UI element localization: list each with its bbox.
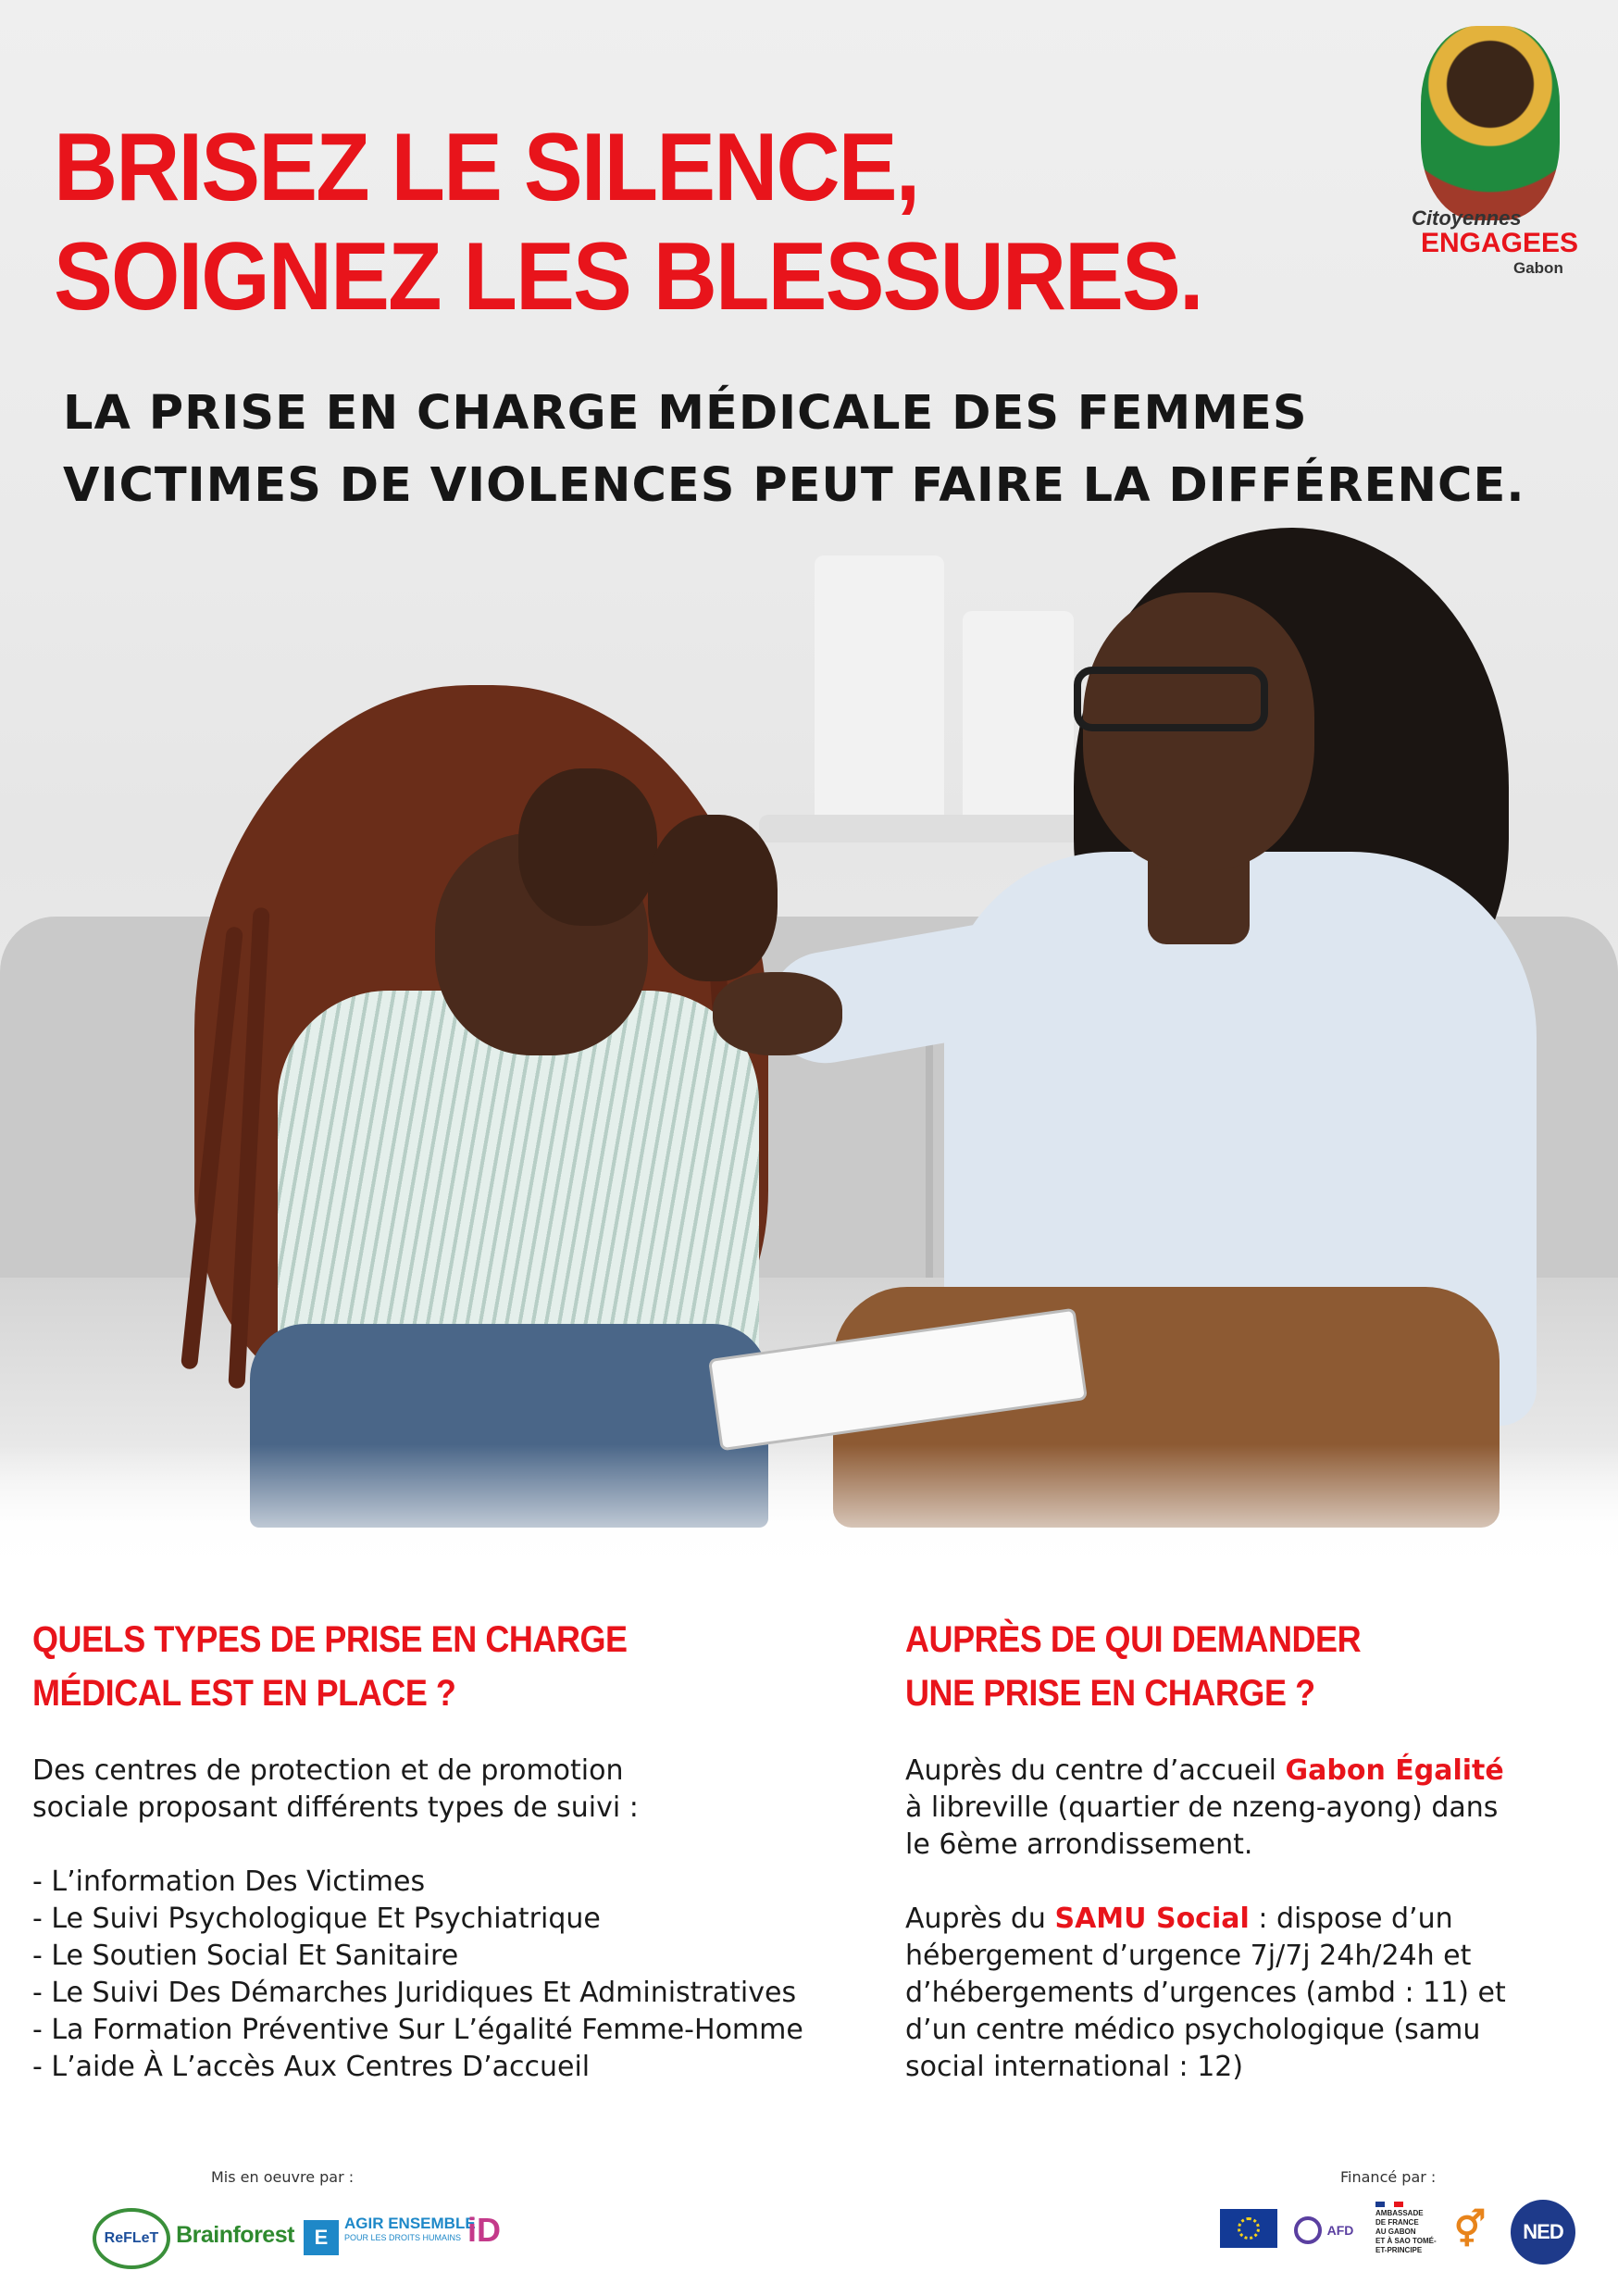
logo-text: ET-PRINCIPE <box>1375 2246 1423 2254</box>
brainforest-logo <box>170 2215 300 2255</box>
logo-text: POUR LES DROITS HUMAINS <box>344 2233 462 2242</box>
logo-text: ET À SAO TOMÉ- <box>1375 2237 1437 2245</box>
background-vase <box>963 611 1074 833</box>
list-item: - Le Soutien Social Et Sanitaire <box>32 1940 459 1972</box>
agir-ensemble-logo <box>344 2215 474 2242</box>
left-section-title <box>32 1613 628 1720</box>
logo-text: AU GABON <box>1375 2227 1416 2236</box>
left-section-body <box>32 1753 865 2086</box>
right-section-title <box>905 1613 1361 1720</box>
hand-on-head <box>648 815 778 981</box>
title-line: AUPRÈS DE QUI DEMANDER <box>905 1619 1362 1660</box>
paragraph-line: d’un centre médico psychologique (samu <box>905 2014 1481 2046</box>
agir-ensemble-icon: E <box>304 2220 339 2255</box>
logo-illustration <box>1421 26 1560 220</box>
afd-icon <box>1294 2216 1322 2244</box>
funded-by-label: Financé par : <box>1340 2168 1437 2186</box>
background-vase <box>815 555 944 833</box>
title-line: QUELS TYPES DE PRISE EN CHARGE <box>32 1619 628 1660</box>
list-item: - Le Suivi Psychologique Et Psychiatrique <box>32 1903 601 1935</box>
eu-stars <box>1238 2217 1260 2240</box>
logo-text: Citoyennes <box>1412 206 1522 230</box>
id-logo <box>461 2207 507 2253</box>
paragraph-line: à libreville (quartier de nzeng-ayong) dans <box>905 1791 1499 1824</box>
list-item: - L’aide À L’accès Aux Centres D’accueil <box>32 2051 591 2083</box>
highlight-gabon-egalite: Gabon Égalité <box>1285 1754 1504 1787</box>
paragraph-line: le 6ème arrondissement. <box>905 1828 1253 1861</box>
logo-text: AMBASSADE <box>1375 2209 1424 2217</box>
ned-logo <box>1511 2200 1575 2265</box>
paragraph-line: social international : 12) <box>905 2051 1244 2083</box>
implemented-by-label: Mis en oeuvre par : <box>211 2168 355 2186</box>
intro-text: Des centres de protection et de promotion <box>32 1754 624 1787</box>
text: : dispose d’un <box>1249 1903 1453 1935</box>
highlight-samu-social: SAMU Social <box>1054 1903 1250 1935</box>
eu-flag-icon <box>1220 2209 1277 2248</box>
subtitle-line-1: LA PRISE EN CHARGE MÉDICALE DES FEMMES <box>63 386 1308 441</box>
title-line: UNE PRISE EN CHARGE ? <box>905 1673 1315 1714</box>
logo-text: ENGAGEES <box>1421 228 1579 258</box>
right-section-body <box>905 1753 1590 2086</box>
afd-logo <box>1322 2215 1359 2246</box>
intro-text: sociale proposant différents types de suivi : <box>32 1791 639 1824</box>
paragraph-line: d’hébergements d’urgences (ambd : 11) et <box>905 1977 1506 2009</box>
title-line-1: BRISEZ LE SILENCE, <box>54 114 919 221</box>
comforting-hand <box>713 972 842 1055</box>
list-item: - L’information Des Victimes <box>32 1866 426 1898</box>
title-line: MÉDICAL EST EN PLACE ? <box>32 1673 456 1714</box>
paragraph-line <box>905 1901 1590 1938</box>
logo-text: Gabon <box>1513 259 1563 277</box>
reflet-logo <box>93 2208 170 2269</box>
page-title <box>54 113 1263 331</box>
paragraph-line <box>905 1753 1590 1790</box>
text: Auprès du centre d’accueil <box>905 1754 1286 1787</box>
logo-text: Brainforest <box>176 2221 294 2248</box>
glasses <box>1074 667 1268 731</box>
list-item: - Le Suivi Des Démarches Juridiques Et Administratives <box>32 1977 797 2009</box>
counsellor-face <box>1083 593 1314 870</box>
citoyennes-engagees-logo <box>1393 17 1583 276</box>
title-line-2: SOIGNEZ LES BLESSURES. <box>54 223 1202 331</box>
logo-text: NED <box>1523 2220 1563 2243</box>
french-flag-icon <box>1375 2202 1403 2207</box>
list-item: - La Formation Préventive Sur L’égalité Femme-Homme <box>32 2014 803 2046</box>
paragraph-line: hébergement d’urgence 7j/7j 24h/24h et <box>905 1940 1472 1972</box>
logo-text: AGIR ENSEMBLE <box>344 2215 476 2232</box>
logo-text: DE FRANCE <box>1375 2218 1419 2227</box>
logo-text: iD <box>467 2211 501 2249</box>
hand-on-head <box>518 768 657 926</box>
page-subtitle <box>63 378 1525 522</box>
logo-text: ReFLeT <box>104 2230 159 2246</box>
text: Auprès du <box>905 1903 1055 1935</box>
photo-fade <box>0 1444 1618 1574</box>
subtitle-line-2: VICTIMES DE VIOLENCES PEUT FAIRE LA DIFFÉRENCE. <box>63 458 1525 513</box>
gender-equality-icon: ⚥ <box>1453 2210 1487 2250</box>
logo-text: AFD <box>1326 2223 1354 2238</box>
